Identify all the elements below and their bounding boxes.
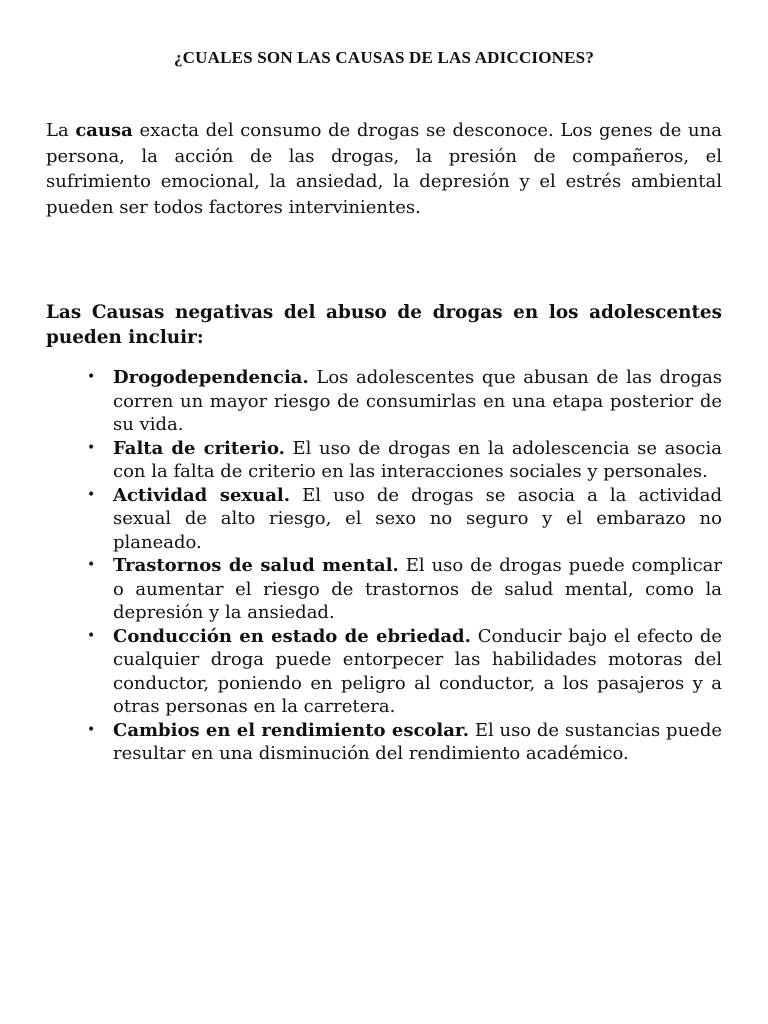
bullet-icon: • [87, 369, 96, 385]
intro-paragraph [46, 118, 722, 220]
list-item [46, 625, 722, 719]
bullet-icon: • [87, 557, 96, 573]
cause-name: Conducción en estado de ebriedad. [113, 625, 471, 647]
list-item [46, 437, 722, 484]
list-item [46, 366, 722, 437]
list-item [46, 554, 722, 625]
bullet-icon: • [87, 627, 96, 644]
intro-prefix: La [46, 120, 69, 141]
cause-name: Trastornos de salud mental. [113, 555, 399, 576]
cause-text: El uso de sustancias puede resultar en una disminución del rendimiento académico. [113, 719, 722, 764]
list-item [46, 719, 722, 766]
page-title: ¿CUALES SON LAS CAUSAS DE LAS ADICCIONES? [173, 48, 595, 67]
cause-name: Cambios en el rendimiento escolar. [113, 719, 470, 741]
cause-name: Falta de criterio. [113, 437, 285, 459]
cause-text: El uso de drogas en la adolescencia se asocia con la falta de criterio en las interacciones sociales y personales. [113, 437, 722, 482]
cause-text: Conducir bajo el efecto de cualquier droga puede entorpecer las habilidades motoras del conductor, poniendo en peligro al conductor, a los pasajeros y a otras personas en la carretera. [113, 625, 722, 717]
cause-text: Los adolescentes que abusan de las drogas corren un mayor riesgo de consumirlas en una etapa posterior de su vida. [113, 367, 722, 435]
section-heading: Las Causas negativas del abuso de drogas en los adolescentes pueden incluir: [46, 302, 722, 348]
cause-name: Actividad sexual. [113, 484, 291, 506]
list-item [46, 484, 722, 555]
bullet-icon: • [87, 486, 96, 503]
bullet-icon: • [87, 439, 96, 456]
cause-name: Drogodependencia. [113, 367, 309, 388]
cause-text: El uso de drogas puede complicar o aumentar el riesgo de trastornos de salud mental, como la depresión y la ansiedad. [113, 555, 722, 623]
bullet-icon: • [87, 721, 96, 738]
intro-bold-word: causa [75, 120, 133, 141]
intro-rest: exacta del consumo de drogas se desconoce. Los genes de una persona, la acción de las drogas, la presión de compañeros, el sufrimiento emocional, la ansiedad, la depresión y el estrés ambiental pueden ser todos factores intervinientes. [46, 120, 722, 218]
causes-list [46, 366, 722, 766]
cause-text: El uso de drogas se asocia a la actividad sexual de alto riesgo, el sexo no seguro y el embarazo no planeado. [113, 484, 722, 553]
